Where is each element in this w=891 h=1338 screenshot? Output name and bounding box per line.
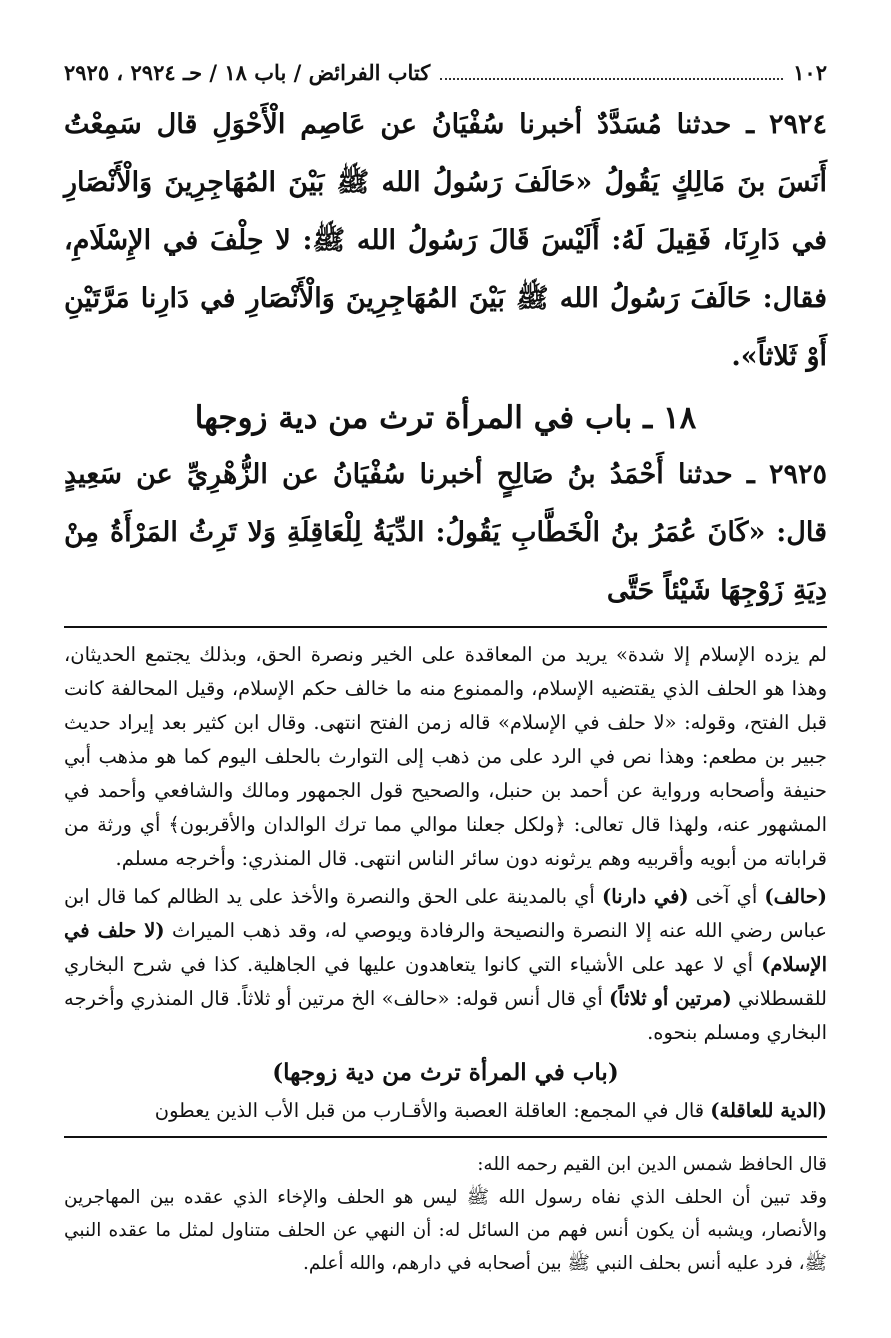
para2-text-4: أي قال أنس قوله: «حالف» الخ مرتين أو ثلاثاً. قال المنذري وأخرجه البخاري ومسلم بنحوه. — [64, 987, 827, 1044]
commentary-divider — [64, 626, 827, 628]
hadith-2924 — [64, 96, 827, 386]
term-fi-darina: (في دارنا) — [601, 885, 689, 908]
commentary-para-3 — [64, 1094, 827, 1128]
commentary-para-2 — [64, 880, 827, 1050]
running-head-section: كتاب الفرائض / باب ١٨ / حـ ٢٩٢٤ ، ٢٩٢٥ — [64, 60, 431, 85]
para3-text: قال في المجمع: العاقلة العصبة والأقـارب من قبل الأب الذين يعطون — [154, 1099, 711, 1122]
para2-text-3: أي لا عهد على الأشياء التي كانوا يتعاهدون عليها في الجاهلية. كذا في شرح البخاري للقسطلاني — [64, 953, 828, 1010]
footnote-divider — [64, 1136, 827, 1138]
hadith-2925-number: ٢٩٢٥ — [768, 459, 827, 490]
para2-text-1: أي آخى — [688, 885, 765, 908]
commentary — [64, 638, 827, 1128]
footnote — [64, 1148, 827, 1280]
running-head — [64, 58, 827, 88]
term-la-hilf: (لا حلف في الإسلام) — [64, 919, 827, 976]
term-marratayn: (مرتين أو ثلاثاً) — [609, 987, 732, 1010]
hadith-2924-text: ـ حدثنا مُسَدَّدٌ أخبرنا سُفْيَانُ عن عَاصِم الْأَحْوَلِ قال سَمِعْتُ أَنَسَ بنَ مَالِكٍ يَقُولُ «حَالَفَ رَسُولُ الله ﷺ بَيْنَ المُهَاجِرِينَ وَالْأَنْصَارِ في دَارِنَا، فَقِيلَ لَهُ: أَلَيْسَ قَالَ رَسُولُ الله ﷺ: لا حِلْفَ في الإِسْلَامِ، فقال: حَالَفَ رَسُولُ الله ﷺ بَيْنَ المُهَاجِرِينَ وَالْأَنْصَارِ في دَارِنا مَرَّتَيْنِ أَوْ ثَلاثاً». — [64, 109, 827, 372]
commentary-para-1: لم يزده الإسلام إلا شدة» يريد من المعاقدة على الخير ونصرة الحق، وبذلك يجتمع الحديثان، وهذا هو الحلف الذي يقتضيه الإسلام، والممنوع منه ما خالف حكم الإسلام، وقيل المحالفة كانت قبل الفتح، وقوله: «لا حلف في الإسلام» قاله زمن الفتح انتهى. وقال ابن كثير بعد إيراد حديث جبير بن مطعم: وهذا نص في الرد على من ذهب إلى التوارث بالحلف اليوم كما هو مذهب أبي حنيفة وأصحابه ورواية عن أحمد بن حنبل، والصحيح قول الجمهور ومالك والشافعي وأحمد في المشهور عنه، ولهذا قال تعالى: ﴿ولكل جعلنا موالي مما ترك الوالدان والأقربون﴾ أي ورثة من قراباته من أبويه وأقربيه وهم يرثونه دون سائر الناس انتهى. قال المنذري: وأخرجه مسلم. — [64, 643, 827, 870]
footnote-text: وقد تبين أن الحلف الذي نفاه رسول الله ﷺ ليس هو الحلف والإخاء الذي عقده بين المهاجرين والأنصار، ويشبه أن يكون أنس فهم من السائل له: أن النهي عن الحلف متناول لمثل ما عقده النبي ﷺ، فرد عليه أنس بحلف النبي ﷺ بين أصحابه في دارهم، والله أعلم. — [64, 1187, 827, 1274]
para2-text-2: أي بالمدينة على الحق والنصرة والأخذ على يد الظالم كما قال ابن عباس رضي الله عنه إلا النصرة والنصيحة والرفادة ويوصي له، وقد ذهب الميراث — [64, 885, 827, 942]
hadith-2925-text: ـ حدثنا أَحْمَدُ بنُ صَالِحٍ أخبرنا سُفْيَانُ عن الزُّهْرِيِّ عن سَعِيدٍ قال: «كَانَ عُمَرُ بنُ الْخَطَّابِ يَقُولُ: الدِّيَةُ لِلْعَاقِلَةِ وَلا تَرِثُ المَرْأَةُ مِنْ دِيَةِ زَوْجِهَا شَيْئاً حَتَّى — [64, 459, 827, 606]
page-number: ١٠٢ — [793, 60, 827, 85]
footnote-heading: قال الحافظ شمس الدين ابن القيم رحمه الله: — [477, 1154, 827, 1175]
hadith-2925 — [64, 446, 827, 620]
term-halafa: (حالف) — [764, 885, 827, 908]
hadith-2924-number: ٢٩٢٤ — [768, 109, 827, 140]
chapter-title: ١٨ ـ باب في المرأة ترث من دية زوجها — [194, 400, 697, 436]
leader-dots — [440, 78, 783, 80]
term-diya: (الدية للعاقلة) — [710, 1099, 827, 1122]
commentary-chapter-title: (باب في المرأة ترث من دية زوجها) — [272, 1059, 619, 1086]
